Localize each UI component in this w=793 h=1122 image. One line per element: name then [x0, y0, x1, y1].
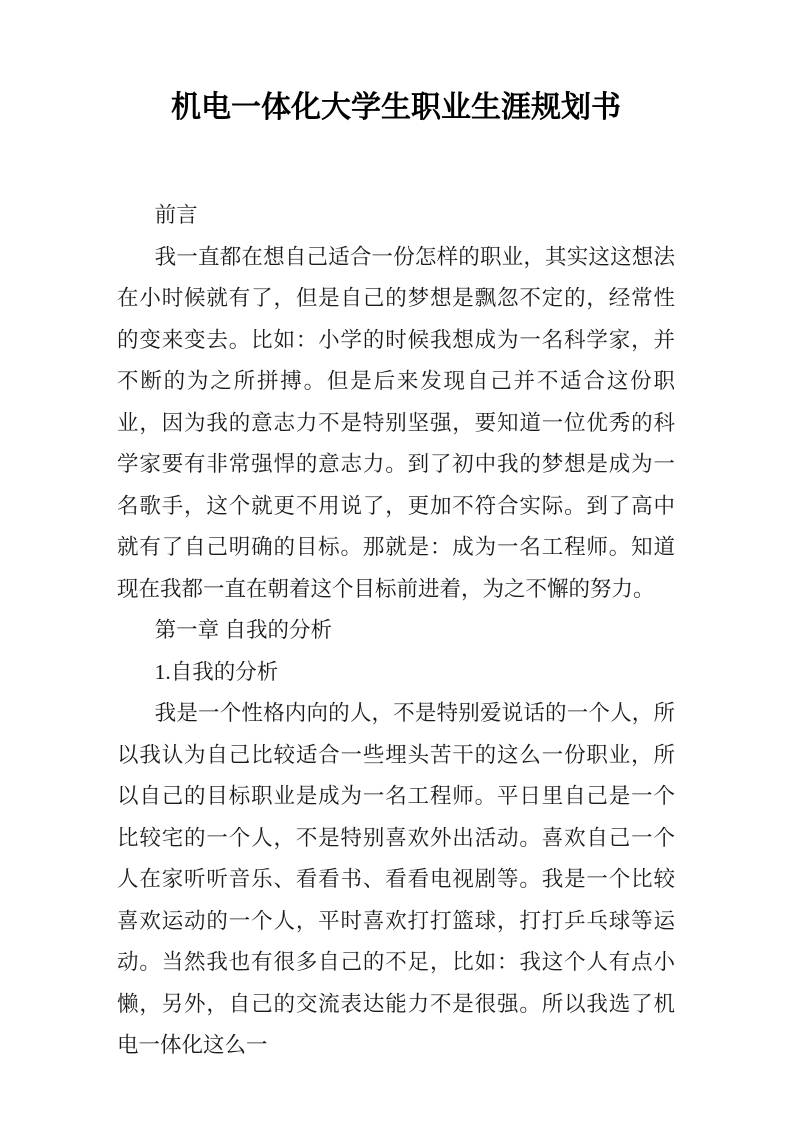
paragraph-section1-heading: 1.自我的分析: [154, 659, 279, 684]
document-title: 机电一体化大学生职业生涯规划书: [171, 91, 621, 124]
document-body: [117, 195, 675, 1067]
paragraph-preface-heading: 前言: [154, 203, 198, 227]
paragraph-preface-body: 我一直都在想自己适合一份怎样的职业，其实这这想法在小时候就有了，但是自己的梦想是飘忽不定的，经常性的变来变去。比如：小学的时候我想成为一名科学家，并不断的为之所拼搏。但是后来发现自己并不适合这份职业，因为我的意志力不是特别坚强，要知道一位优秀的科学家要有非常强悍的意志力。到了初中我的梦想是成为一名歌手，这个就更不用说了，更加不符合实际。到了高中就有了自己明确的目标。那就是：成为一名工程师。知道现在我都一直在朝着这个目标前进着，为之不懈的努力。: [117, 244, 675, 601]
paragraph-chapter1-heading: 第一章 自我的分析: [154, 618, 333, 642]
paragraph-self-analysis-body: 我是一个性格内向的人，不是特别爱说话的一个人，所以我认为自己比较适合一些埋头苦干的这么一份职业，所以自己的目标职业是成为一名工程师。平日里自己是一个比较宅的一个人，不是特别喜欢外出活动。喜欢自己一个人在家听听音乐、看看书、看看电视剧等。我是一个比较喜欢运动的一个人，平时喜欢打打篮球，打打乒乓球等运动。当然我也有很多自己的不足，比如：我这个人有点小懒，另外，自己的交流表达能力不是很强。所以我选了机电一体化这么一: [117, 701, 675, 1057]
